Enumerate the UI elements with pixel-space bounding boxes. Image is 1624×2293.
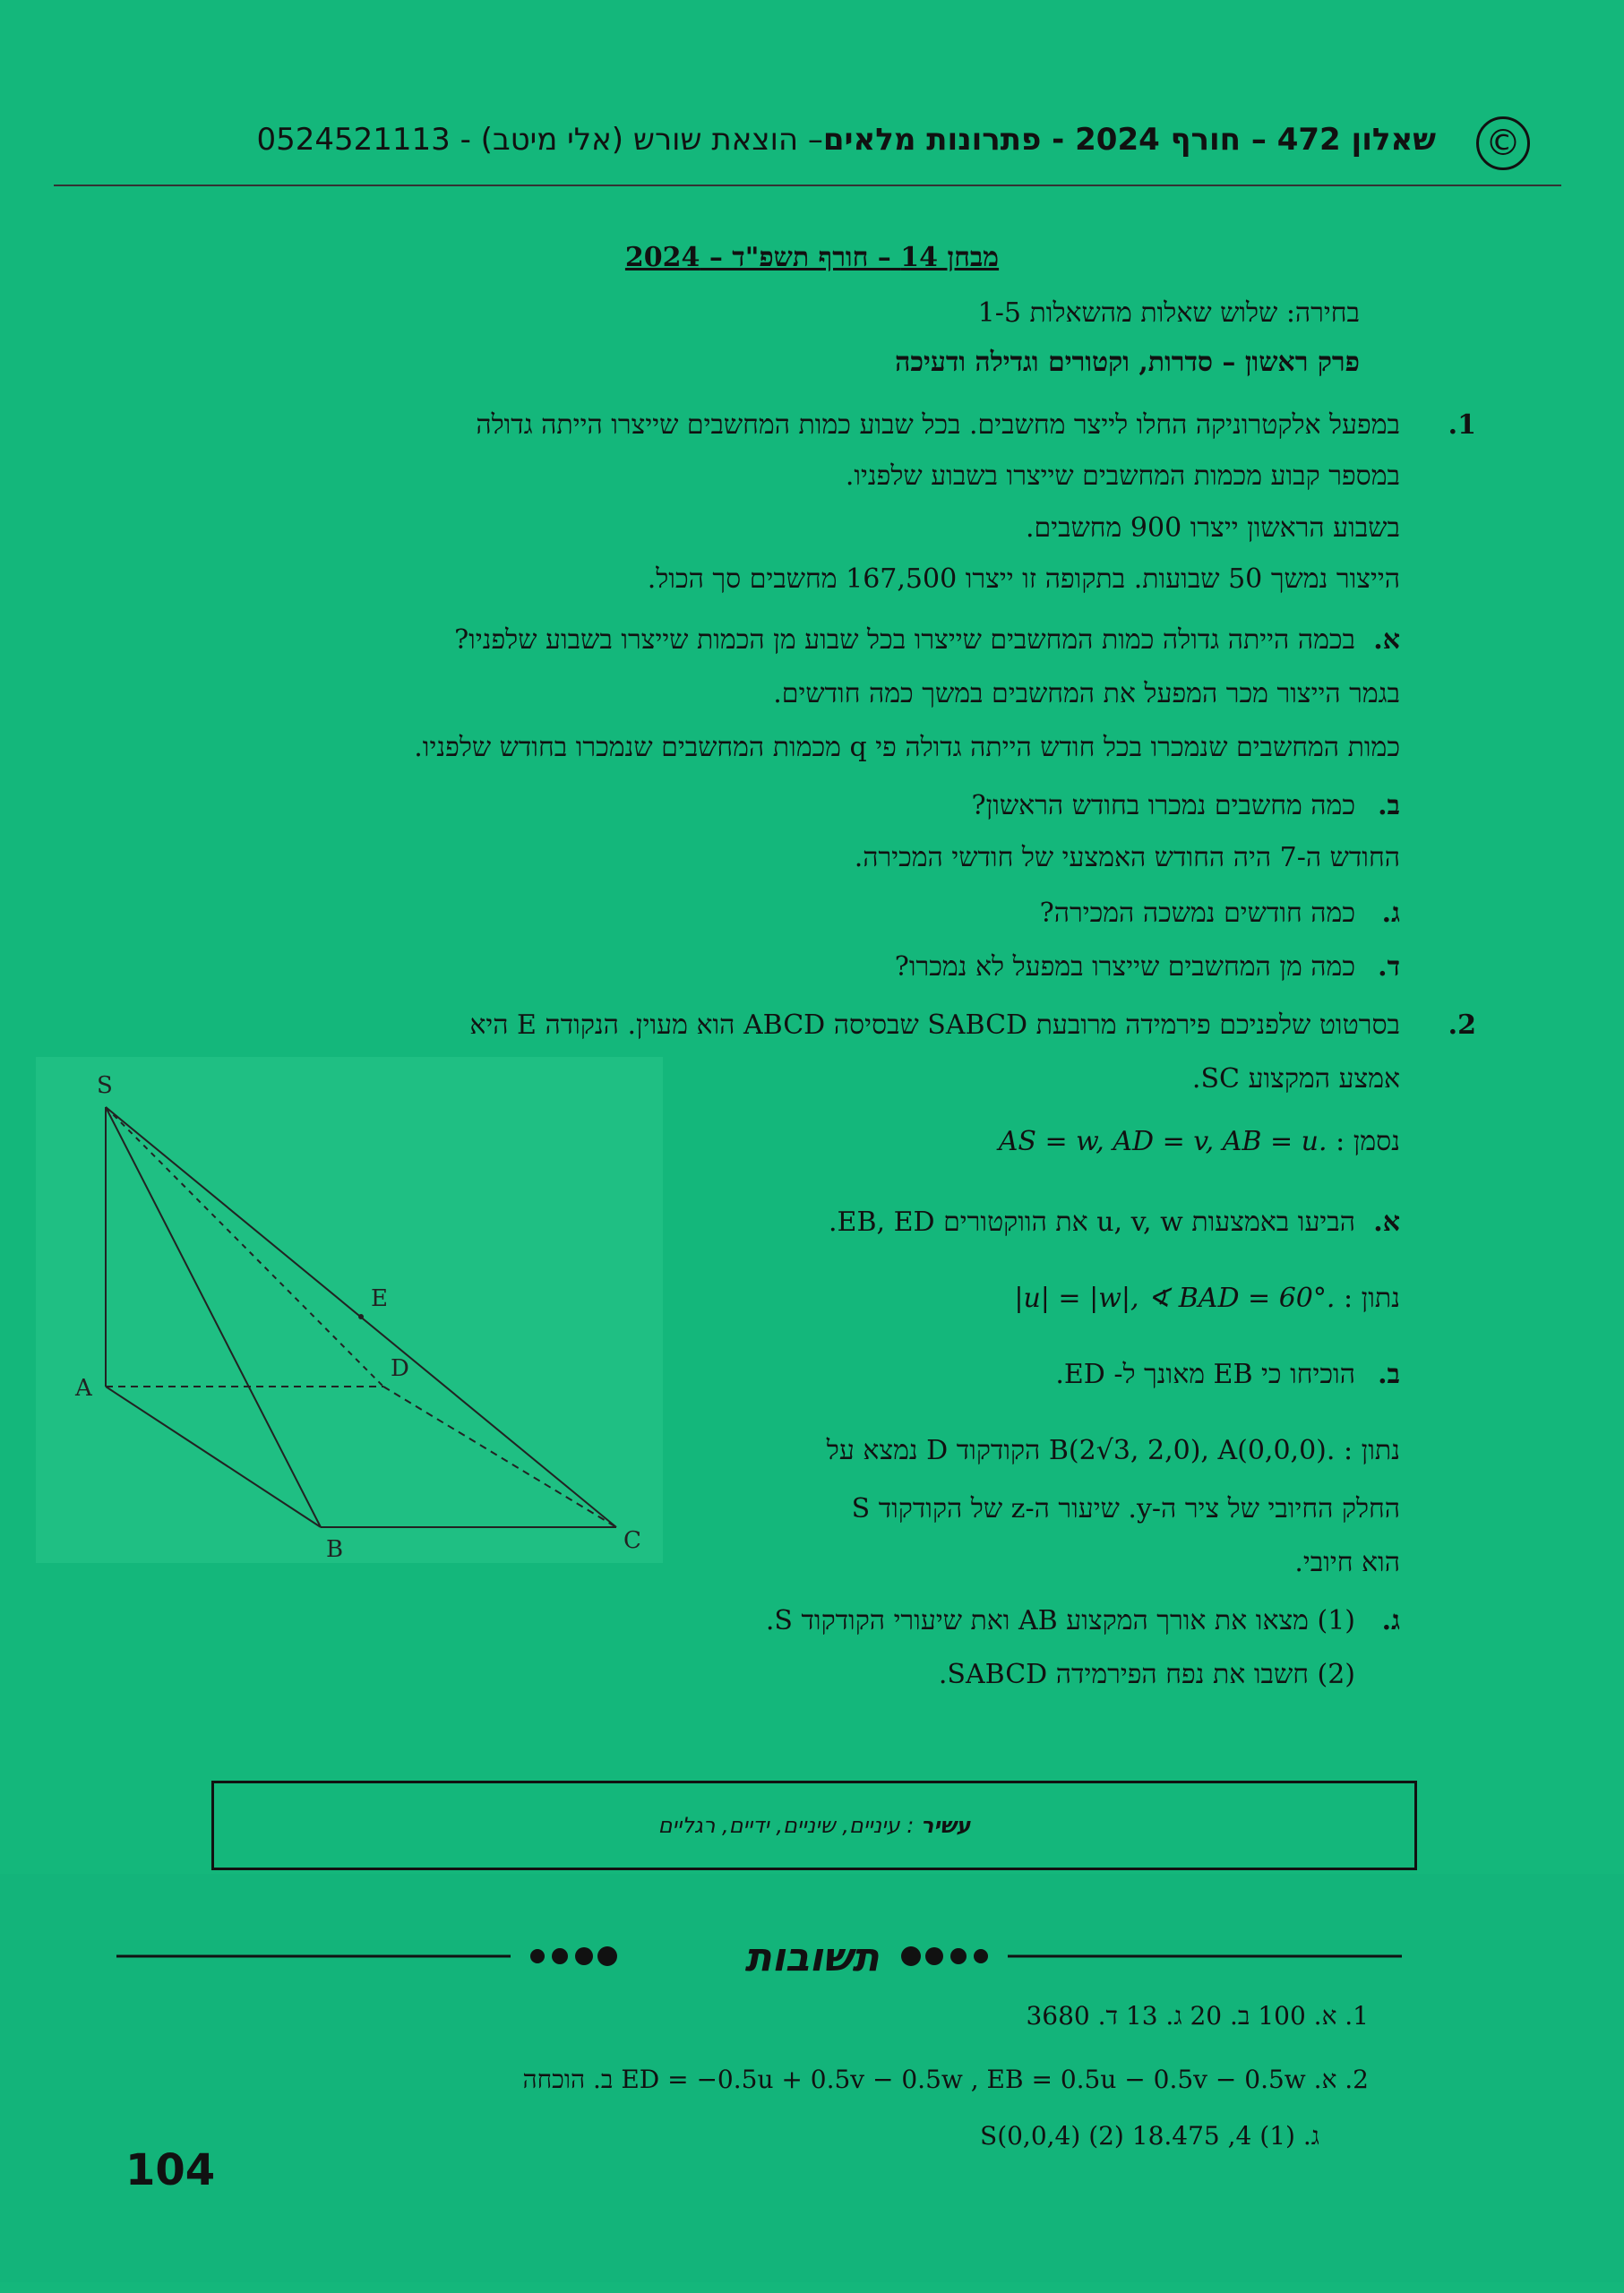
q2-line-2: אמצע המקצוע SC. [1191, 1063, 1400, 1095]
q2-c-1: (1) מצאו את אורך המקצוע AB ואת שיעורי הקודקוד S. [765, 1605, 1355, 1636]
q1-line-3: בשבוע הראשון ייצרו 900 מחשבים. [1025, 512, 1400, 544]
edge-SB [106, 1107, 321, 1527]
header-title-bold: שאלון 472 – חורף 2024 - פתרונות מלאים [822, 122, 1436, 158]
q2-notation-math: AS = w, AD = v, AB = u. [998, 1126, 1328, 1157]
q2-given-1-math: |u| = |w|, ∢ BAD = 60°. [1014, 1283, 1336, 1314]
label-C: C [623, 1527, 641, 1554]
q2-c-label: ג. [1381, 1605, 1400, 1636]
q2-notation-label: נסמן : [1336, 1126, 1400, 1157]
q2-notation [999, 1124, 1400, 1160]
q2-number: 2. [1448, 1009, 1476, 1041]
q1-line-2: במספר קבוע מכמות המחשבים שייצרו בשבוע שלפניו. [845, 460, 1400, 492]
q2-b-label: ב. [1378, 1359, 1400, 1390]
exam-title: מבחן 14 – חורף תשפ"ד – 2024 [624, 242, 1000, 273]
q1-mid-line-2: כמות המחשבים שנמכרו בכל חודש הייתה גדולה פי q מכמות המחשבים שנמכרו בחודש שלפניו. [414, 732, 1400, 763]
answer-1: 1. א. 100 ב. 20 ג. 13 ד. 3680 [1026, 2001, 1369, 2031]
q2-given-2-line-2: החלק החיובי של ציר ה-y. שיעור ה-z של הקודקוד S [851, 1493, 1400, 1524]
q2-c-2: (2) חשבו את נפח הפירמידה SABCD. [938, 1659, 1355, 1690]
q2-given-2-rest: הקודקוד D נמצא על [826, 1435, 1041, 1466]
pyramid-diagram [36, 1057, 663, 1563]
label-A: A [75, 1375, 92, 1402]
label-D: D [391, 1355, 409, 1382]
q2-a-text: הביעו באמצעות u, v, w את הווקטורים EB, ED. [829, 1207, 1355, 1238]
q2-given-2-line-3: הוא חיובי. [1294, 1547, 1400, 1578]
q1-b-text: כמה מחשבים נמכרו בחודש הראשון? [971, 790, 1355, 821]
rich-note-box [211, 1781, 1417, 1870]
q2-a-label: א. [1373, 1207, 1400, 1238]
answer-2c: ג. (1) 4, S(0,0,4) (2) 18.475 [980, 2121, 1319, 2151]
q1-number: 1. [1448, 409, 1476, 441]
q1-a-text: בכמה הייתה גדולה כמות המחשבים שייצרו בכל שבוע מן הכמות שייצרו בשבוע שלפניו? [454, 624, 1355, 656]
exam-choice: בחירה: שלוש שאלות מהשאלות 1-5 [977, 297, 1360, 329]
q1-d-label: ד. [1378, 951, 1400, 983]
q1-b-label: ב. [1378, 790, 1400, 821]
pyramid-figure [36, 1057, 663, 1563]
label-B: B [326, 1536, 344, 1563]
q1-a-label: א. [1373, 624, 1400, 656]
chapter-title: פרק ראשון – סדרות, וקטורים וגדילה ודעיכה [895, 347, 1360, 378]
q2-given-1 [1014, 1281, 1400, 1317]
q1-line-4: הייצור נמשך 50 שבועות. בתקופה זו ייצרו 167,500 מחשבים סך הכול. [647, 563, 1400, 595]
q2-given-2-math: B(2√3, 2,0), A(0,0,0). [1048, 1435, 1336, 1466]
edge-SD-hidden [106, 1107, 383, 1387]
page-number: 104 [125, 2145, 216, 2195]
copyright-icon: © [1476, 116, 1530, 170]
label-E: E [371, 1285, 388, 1312]
page-header [54, 116, 1570, 170]
answer-2: 2. א. ED = −0.5u + 0.5v − 0.5w , EB = 0.5u − 0.5v − 0.5w ב. הוכחה [522, 2065, 1369, 2094]
label-S: S [97, 1072, 113, 1099]
edge-DC-hidden [383, 1387, 616, 1527]
point-E [358, 1314, 364, 1319]
q2-given-2 [827, 1433, 1400, 1469]
rich-note-label: עשיר [920, 1813, 971, 1838]
answers-title: תשובות [744, 1935, 880, 1980]
q1-d-text: כמה מן המחשבים שייצרו במפעל לא נמכרו? [894, 951, 1355, 983]
header-title [256, 122, 1436, 158]
q2-b-text: הוכיחו כי EB מאונך ל- ED. [1055, 1359, 1355, 1390]
q2-line-1: בסרטוט שלפניכם פירמידה מרובעת SABCD שבסיסה ABCD הוא מעוין. הנקודה E היא [469, 1009, 1400, 1041]
q1-mid-line-1: בגמר הייצור מכר המפעל את המחשבים במשך כמה חודשים. [773, 678, 1400, 709]
edge-AB [106, 1387, 321, 1527]
q1-c-text: כמה חודשים נמשכה המכירה? [1039, 897, 1355, 929]
q2-given-2-label: נתון : [1343, 1435, 1400, 1466]
header-title-rest: – הוצאת שורש (אלי מיטב) - 0524521113 [256, 122, 823, 158]
q2-given-1-label: נתון : [1343, 1283, 1400, 1314]
q1-line-1: במפעל אלקטרוניקה החלו לייצר מחשבים. בכל שבוע כמות המחשבים שייצרו הייתה גדולה [476, 409, 1400, 441]
q1-c-label: ג. [1381, 897, 1400, 929]
header-divider [54, 185, 1561, 186]
rich-note-text: : עיניים, שיניים, ידיים, רגליים [657, 1813, 915, 1838]
q1-mid2: החודש ה-7 היה החודש האמצעי של חודשי המכירה. [854, 842, 1400, 873]
